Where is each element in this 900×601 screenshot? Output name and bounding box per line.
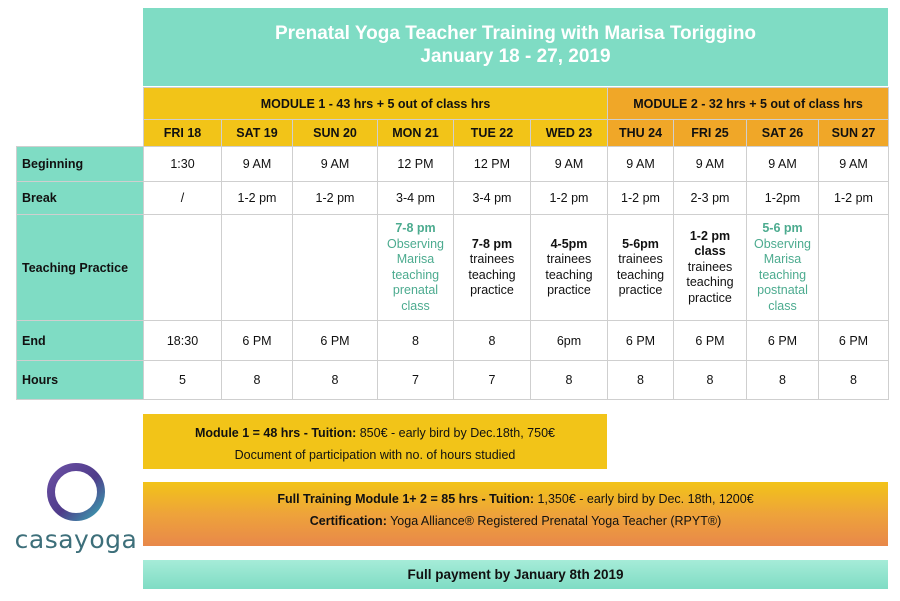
table-cell-empty [144, 215, 222, 321]
day-header: MON 21 [378, 120, 454, 147]
teaching-cell-sat26 [747, 215, 819, 321]
break-row [17, 182, 889, 215]
module-1-tuition-line [143, 422, 607, 444]
teaching-time: 7-8 pm [395, 221, 436, 235]
teaching-line: Marisa [763, 252, 802, 266]
day-header: WED 23 [531, 120, 608, 147]
table-cell: 6pm [531, 321, 608, 361]
payment-deadline-box: Full payment by January 8th 2019 [143, 560, 888, 589]
row-label-hours: Hours [17, 361, 144, 400]
table-cell: 8 [819, 361, 889, 400]
table-cell: 6 PM [293, 321, 378, 361]
end-row [17, 321, 889, 361]
table-cell: 1-2 pm [819, 182, 889, 215]
module-1-tuition-box [143, 414, 607, 469]
blank-cell [17, 88, 144, 120]
table-cell: 8 [608, 361, 674, 400]
table-cell: 1-2 pm [293, 182, 378, 215]
table-cell: 8 [531, 361, 608, 400]
table-cell: 18:30 [144, 321, 222, 361]
ring-logo-icon [45, 461, 107, 523]
schedule-table [16, 87, 889, 400]
module-2-header: MODULE 2 - 32 hrs + 5 out of class hrs [608, 88, 889, 120]
table-cell: 6 PM [747, 321, 819, 361]
day-header: SAT 19 [222, 120, 293, 147]
module-1-document-line: Document of participation with no. of hours studied [234, 448, 516, 462]
table-cell: 1-2pm [747, 182, 819, 215]
table-cell: 8 [293, 361, 378, 400]
teaching-practice-row [17, 215, 889, 321]
module-row [17, 88, 889, 120]
table-cell: 9 AM [747, 147, 819, 182]
teaching-time: 1-2 pm [689, 228, 731, 243]
table-cell: 8 [222, 361, 293, 400]
teaching-cell-mon21 [378, 215, 454, 321]
teaching-line: trainees [687, 259, 733, 274]
table-cell: 7 [454, 361, 531, 400]
table-cell: 8 [378, 321, 454, 361]
teaching-time: 5-6 pm [762, 221, 803, 235]
teaching-line: practice [688, 290, 732, 305]
day-header: TUE 22 [454, 120, 531, 147]
table-cell: 8 [747, 361, 819, 400]
table-cell: 7 [378, 361, 454, 400]
module-1-tuition-label: Module 1 = 48 hrs - Tuition: [195, 426, 357, 440]
row-label-beginning: Beginning [17, 147, 144, 182]
teaching-line: teaching [686, 275, 734, 290]
module-1-header: MODULE 1 - 43 hrs + 5 out of class hrs [144, 88, 608, 120]
teaching-cell-fri25 [674, 215, 747, 321]
row-label-break: Break [17, 182, 144, 215]
teaching-line: prenatal [392, 283, 439, 297]
table-cell: 12 PM [378, 147, 454, 182]
table-cell: 8 [454, 321, 531, 361]
title-line-1: Prenatal Yoga Teacher Training with Marisa Toriggino [274, 23, 757, 44]
teaching-cell-thu24 [608, 215, 674, 321]
day-header: SUN 27 [819, 120, 889, 147]
teaching-line: teaching [758, 267, 807, 282]
table-cell: 3-4 pm [454, 182, 531, 215]
days-row [17, 120, 889, 147]
table-cell-empty [293, 215, 378, 321]
teaching-cell-wed23 [531, 215, 608, 321]
teaching-line: teaching [616, 267, 665, 282]
teaching-line: practice [547, 283, 591, 297]
table-cell: 9 AM [674, 147, 747, 182]
full-training-box [143, 482, 888, 546]
table-cell: 1:30 [144, 147, 222, 182]
table-cell: 6 PM [819, 321, 889, 361]
teaching-line: trainees [469, 252, 515, 266]
table-cell: 9 AM [293, 147, 378, 182]
day-header: FRI 25 [674, 120, 747, 147]
certification-text: Yoga Alliance® Registered Prenatal Yoga Teacher (RPYT®) [386, 514, 722, 528]
teaching-line: trainees [618, 252, 663, 266]
teaching-time: 7-8 pm [471, 236, 513, 251]
teaching-line: trainees [546, 252, 592, 266]
teaching-line: teaching [391, 267, 440, 282]
teaching-line: practice [470, 283, 514, 297]
hours-row [17, 361, 889, 400]
teaching-time: 5-6pm [622, 236, 659, 251]
table-cell: 1-2 pm [608, 182, 674, 215]
table-cell: 9 AM [608, 147, 674, 182]
table-cell: 1-2 pm [531, 182, 608, 215]
teaching-line: Observing [387, 236, 444, 251]
full-training-tuition-line [143, 488, 888, 510]
table-cell: 6 PM [222, 321, 293, 361]
teaching-line: practice [618, 283, 663, 297]
title-banner [143, 8, 888, 86]
table-cell: 8 [674, 361, 747, 400]
teaching-line: teaching [545, 267, 593, 282]
table-cell: 1-2 pm [222, 182, 293, 215]
teaching-line: postnatal [757, 283, 808, 297]
full-training-price: 1,350€ - early bird by Dec. 18th, 1200€ [534, 492, 754, 506]
table-cell: 2-3 pm [674, 182, 747, 215]
teaching-line: teaching [468, 267, 516, 282]
blank-cell [17, 120, 144, 147]
row-label-teaching-practice: Teaching Practice [17, 215, 144, 321]
full-training-label: Full Training Module 1+ 2 = 85 hrs - Tuition: [277, 492, 535, 506]
table-cell: 6 PM [674, 321, 747, 361]
certification-line [143, 510, 888, 532]
teaching-line: class [401, 298, 430, 313]
beginning-row [17, 147, 889, 182]
table-cell: 9 AM [819, 147, 889, 182]
teaching-line: Marisa [396, 252, 435, 266]
table-cell: 3-4 pm [378, 182, 454, 215]
title-line-2: January 18 - 27, 2019 [420, 46, 611, 67]
table-cell-empty [222, 215, 293, 321]
table-cell: 9 AM [531, 147, 608, 182]
teaching-cell-tue22 [454, 215, 531, 321]
row-label-end: End [17, 321, 144, 361]
teaching-time: 4-5pm [550, 236, 588, 251]
day-header: FRI 18 [144, 120, 222, 147]
day-header: SUN 20 [293, 120, 378, 147]
day-header: SAT 26 [747, 120, 819, 147]
casayoga-logo-text: casayoga [14, 525, 138, 554]
module-1-tuition-price: 850€ - early bird by Dec.18th, 750€ [356, 426, 555, 440]
certification-label: Certification: [309, 514, 387, 528]
table-cell-empty [819, 215, 889, 321]
day-header: THU 24 [608, 120, 674, 147]
table-cell: 5 [144, 361, 222, 400]
table-cell: 12 PM [454, 147, 531, 182]
teaching-line: class [768, 298, 797, 313]
table-cell: 9 AM [222, 147, 293, 182]
teaching-line: Observing [754, 236, 811, 251]
table-cell: 6 PM [608, 321, 674, 361]
table-cell: / [144, 182, 222, 215]
teaching-line: class [694, 244, 726, 259]
